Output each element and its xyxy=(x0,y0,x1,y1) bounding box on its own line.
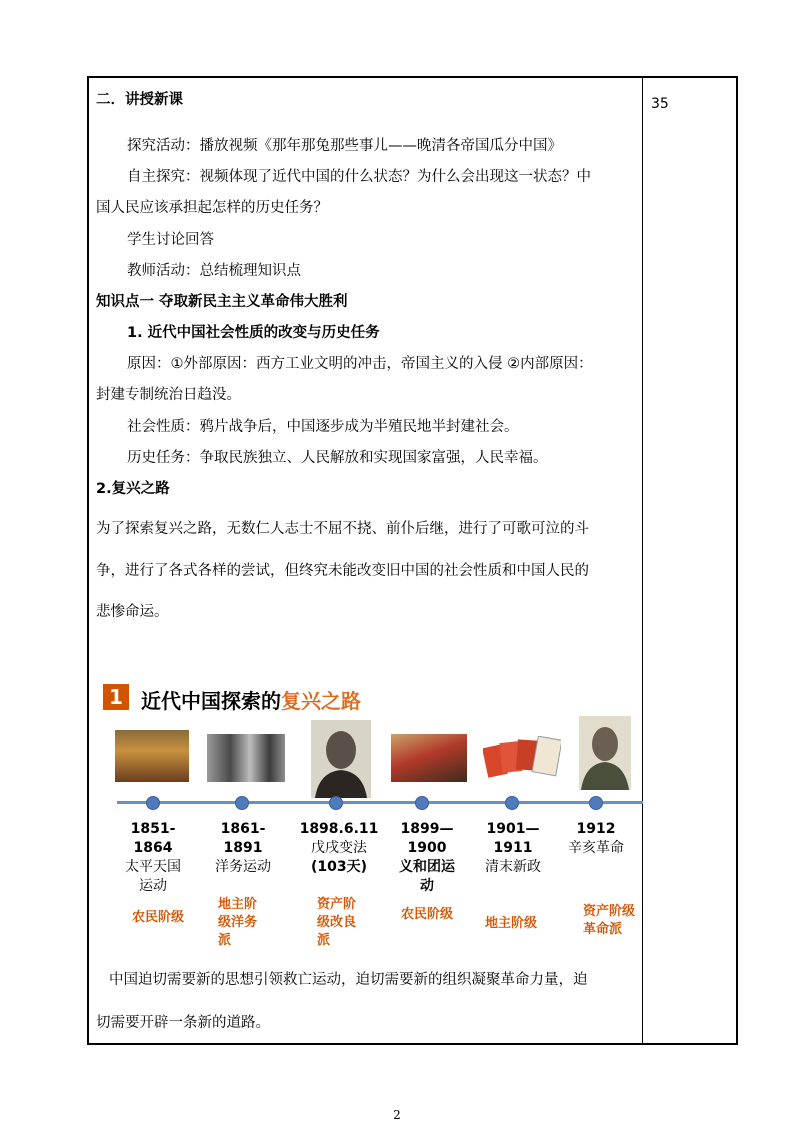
section-heading: 二．讲授新课 xyxy=(96,92,183,108)
event-class-label xyxy=(583,903,635,939)
event-class-label xyxy=(485,915,537,933)
event-name: 动 xyxy=(420,878,434,894)
timeline-dot xyxy=(235,796,249,810)
paragraph-self-b: 国人民应该承担起怎样的历史任务？ xyxy=(96,200,328,216)
event-year: 1861- xyxy=(220,821,266,837)
event-year: 1911 xyxy=(493,840,533,856)
class-line: 资产阶 xyxy=(317,897,357,912)
class-line: 农民阶级 xyxy=(401,907,454,922)
lesson-table xyxy=(87,76,738,1045)
event-hundred-days-reform xyxy=(289,820,389,877)
event-year: 1912 xyxy=(576,821,616,837)
event-late-qing-reform xyxy=(473,820,553,877)
event-class-label xyxy=(218,896,257,950)
class-line: 地主阶级 xyxy=(485,916,538,931)
paragraph-task: 历史任务：争取民族独立、人民解放和实现国家富强，人民幸福。 xyxy=(127,450,548,466)
event-name: 运动 xyxy=(139,878,167,894)
event-boxer xyxy=(387,820,467,896)
paragraph-explore: 探究活动：播放视频《那年那兔那些事儿——晚清各帝国瓜分中国》 xyxy=(127,138,562,154)
paragraph-road-c: 悲惨命运。 xyxy=(96,604,169,620)
illustration-title xyxy=(141,685,361,714)
class-line: 革命派 xyxy=(583,922,623,937)
event-year: 1891 xyxy=(223,840,263,856)
arsenal-photo-image xyxy=(207,734,285,782)
class-line: 派 xyxy=(218,933,232,948)
event-class-label xyxy=(317,896,356,950)
portrait-silhouette xyxy=(311,720,371,798)
paragraph-need-a: 中国迫切需要新的思想引领救亡运动，迫切需要新的组织凝聚革命力量，迫 xyxy=(109,972,588,988)
event-name: 太平天国 xyxy=(125,859,181,875)
event-xinhai-revolution xyxy=(561,820,631,858)
paragraph-cause-a: 原因：①外部原因：西方工业文明的冲击，帝国主义的入侵 ②内部原因： xyxy=(127,356,593,372)
event-taiping xyxy=(113,820,193,896)
event-name: 义和团运 xyxy=(399,859,455,875)
event-year: 1851- xyxy=(130,821,176,837)
event-year: 1901— xyxy=(486,821,540,837)
event-class-label xyxy=(401,906,453,924)
time-allocation: 35 xyxy=(651,96,669,112)
timeline-dot xyxy=(589,796,603,810)
subheading-2: 2.复兴之路 xyxy=(96,481,170,497)
event-year: 1899— xyxy=(400,821,454,837)
paragraph-need-b: 切需要开辟一条新的道路。 xyxy=(96,1015,270,1031)
page-number: 2 xyxy=(393,1108,401,1122)
event-year: 1900 xyxy=(407,840,447,856)
event-name: 清末新政 xyxy=(485,859,541,875)
paragraph-nature: 社会性质：鸦片战争后，中国逐步成为半殖民地半封建社会。 xyxy=(127,419,519,435)
boxer-painting-image xyxy=(391,734,467,782)
sun-yatsen-portrait-image xyxy=(579,716,631,790)
paragraph-road-b: 争，进行了各式各样的尝试，但终究未能改变旧中国的社会性质和中国人民的 xyxy=(96,563,589,579)
timeline-dot xyxy=(329,796,343,810)
class-line: 派 xyxy=(317,933,331,948)
event-name: 辛亥革命 xyxy=(568,840,624,856)
class-line: 地主阶 xyxy=(218,897,258,912)
paragraph-discuss: 学生讨论回答 xyxy=(127,232,214,248)
class-line: 级洋务 xyxy=(218,915,258,930)
class-line: 农民阶级 xyxy=(132,910,185,925)
timeline-dot xyxy=(146,796,160,810)
event-name: 戊戌变法 xyxy=(311,840,367,856)
portrait-image xyxy=(311,720,371,798)
paragraph-teacher: 教师活动：总结梳理知识点 xyxy=(127,263,301,279)
event-self-strengthening xyxy=(203,820,283,877)
subheading-1: 1. 近代中国社会性质的改变与历史任务 xyxy=(127,325,380,341)
event-duration: (103天) xyxy=(310,859,368,875)
paragraph-self-a: 自主探究：视频体现了近代中国的什么状态？为什么会出现这一状态？中 xyxy=(127,169,591,185)
documents-image xyxy=(483,736,561,782)
illustration-badge: 1 xyxy=(103,684,129,710)
paragraph-cause-b: 封建专制统治日趋没。 xyxy=(96,387,241,403)
title-prefix: 近代中国探索的 xyxy=(141,689,281,713)
taiping-painting-image xyxy=(115,730,189,782)
event-year: 1898.6.11 xyxy=(299,821,379,837)
knowledge-point-heading: 知识点一 夺取新民主主义革命伟大胜利 xyxy=(96,294,348,310)
class-line: 级改良 xyxy=(317,915,357,930)
title-highlight: 复兴之路 xyxy=(281,689,361,713)
timeline-line xyxy=(117,801,643,804)
event-name: 洋务运动 xyxy=(215,859,271,875)
paragraph-road-a: 为了探索复兴之路，无数仁人志士不屈不挠、前仆后继，进行了可歌可泣的斗 xyxy=(96,521,589,537)
timeline-dot xyxy=(415,796,429,810)
revival-road-illustration xyxy=(103,684,643,948)
portrait-silhouette-2 xyxy=(579,716,631,790)
class-line: 资产阶级 xyxy=(583,904,636,919)
event-class-label xyxy=(132,909,184,927)
event-year: 1864 xyxy=(133,840,173,856)
documents-drawing xyxy=(483,736,561,782)
timeline-dot xyxy=(505,796,519,810)
